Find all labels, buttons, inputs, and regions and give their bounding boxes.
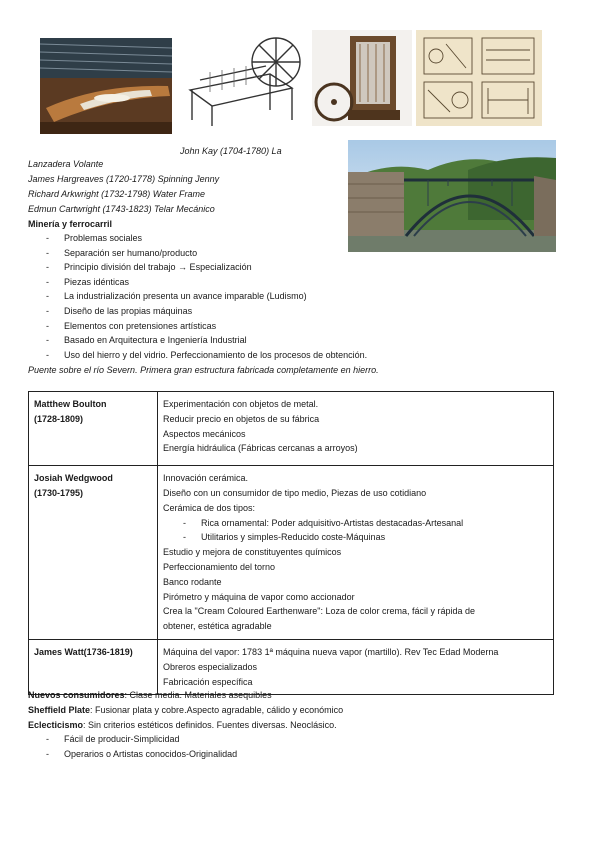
table-row <box>29 466 554 640</box>
note-line: Banco rodante <box>163 576 222 587</box>
inventor-line: Edmun Cartwright (1743-1823) Telar Mecánico <box>28 204 215 214</box>
table-row <box>29 639 554 694</box>
note-line: Perfeccionamiento del torno <box>163 561 276 572</box>
note-line: Fabricación específica <box>163 676 253 687</box>
eclecticism-list <box>28 732 237 761</box>
note-line: Diseño con un consumidor de tipo medio, Piezas de uso cotidiano <box>163 487 427 498</box>
note-line: obtener, estética agradable <box>163 621 272 632</box>
power-loom-drawings-image <box>416 30 542 126</box>
list-item: - La industrialización presenta un avance imparable (Ludismo) <box>28 289 367 304</box>
list-item: - Principio división del trabajo → Especialización <box>28 260 367 275</box>
designer-name: James Watt(1736-1819) <box>34 646 133 657</box>
sheffield-line <box>28 704 343 716</box>
kay-caption: John Kay (1704-1780) La <box>180 146 282 156</box>
severn-caption: Puente sobre el río Severn. Primera gran estructura fabricada completamente en hierro. <box>28 365 379 375</box>
designer-notes-cell <box>158 639 554 694</box>
flying-shuttle-image <box>40 38 172 134</box>
note-line: Obreros especializados <box>163 661 258 672</box>
designer-name-cell <box>29 466 158 640</box>
consumers-text: : Clase media. Materiales asequibles <box>124 690 272 700</box>
designer-dates: (1730-1795) <box>34 487 84 498</box>
spinning-jenny-image <box>180 30 308 128</box>
sheffield-label: Sheffield Plate <box>28 705 91 715</box>
note-line: Cerámica de dos tipos: <box>163 502 256 513</box>
mining-heading: Minería y ferrocarril <box>28 219 113 229</box>
note-line: Aspectos mecánicos <box>163 428 246 439</box>
consumers-label: Nuevos consumidores <box>28 690 125 700</box>
list-item: - Separación ser humano/producto <box>28 246 367 261</box>
list-item: - Piezas idénticas <box>28 275 367 290</box>
list-item: - Elementos con pretensiones artísticas <box>28 319 367 334</box>
note-line: Estudio y mejora de constituyentes químicos <box>163 547 342 558</box>
designer-name-cell <box>29 639 158 694</box>
points-list <box>28 231 367 362</box>
note-line: Experimentación con objetos de metal. <box>163 399 319 409</box>
note-line: Reducir precio en objetos de su fábrica <box>163 413 320 424</box>
eclecticism-label: Eclecticismo <box>28 720 84 730</box>
note-line: Máquina del vapor: 1783 1ª máquina nueva vapor (martillo). Rev Tec Edad Moderna <box>163 646 499 657</box>
designer-name-cell <box>29 392 158 466</box>
sheffield-text: : Fusionar plata y cobre.Aspecto agradable, cálido y económico <box>90 705 344 715</box>
note-line: Crea la "Cream Coloured Earthenware": Loza de color crema, fácil y rápida de <box>163 606 476 617</box>
sub-note-line: - Rica ornamental: Poder adquisitivo-Artistas destacadas-Artesanal <box>163 516 548 531</box>
list-item: - Diseño de las propias máquinas <box>28 304 367 319</box>
note-line: Innovación cerámica. <box>163 473 249 484</box>
iron-bridge-photo <box>348 140 556 252</box>
note-line: Energía hidráulica (Fábricas cercanas a arroyos) <box>163 443 358 454</box>
note-line: Pirómetro y máquina de vapor como accionador <box>163 591 355 602</box>
list-item: - Operarios o Artistas conocidos-Originalidad <box>28 747 237 762</box>
table-row <box>29 392 554 466</box>
consumers-line <box>28 689 272 701</box>
inventor-line: Lanzadera Volante <box>28 159 104 169</box>
inventor-line: James Hargreaves (1720-1778) Spinning Jenny <box>28 174 220 184</box>
list-item: - Uso del hierro y del vidrio. Perfeccionamiento de los procesos de obtención. <box>28 348 367 363</box>
eclecticism-line <box>28 719 337 731</box>
designer-notes-cell <box>158 392 554 466</box>
designer-notes-cell <box>158 466 554 640</box>
designers-table <box>28 391 554 695</box>
designer-dates: (1728-1809) <box>34 413 84 424</box>
sub-note-line: - Utilitarios y simples-Reducido coste-Máquinas <box>163 530 548 545</box>
inventor-line: Richard Arkwright (1732-1798) Water Frame <box>28 189 206 199</box>
list-item: - Fácil de producir-Simplicidad <box>28 732 237 747</box>
list-item: - Problemas sociales <box>28 231 367 246</box>
designer-name: Matthew Boulton <box>34 399 107 409</box>
eclecticism-text: : Sin criterios estéticos definidos. Fuentes diversas. Neoclásico. <box>83 720 337 730</box>
designer-name: Josiah Wedgwood <box>34 473 113 484</box>
water-frame-image <box>312 30 412 126</box>
list-item: - Basado en Arquitectura e Ingeniería Industrial <box>28 333 367 348</box>
